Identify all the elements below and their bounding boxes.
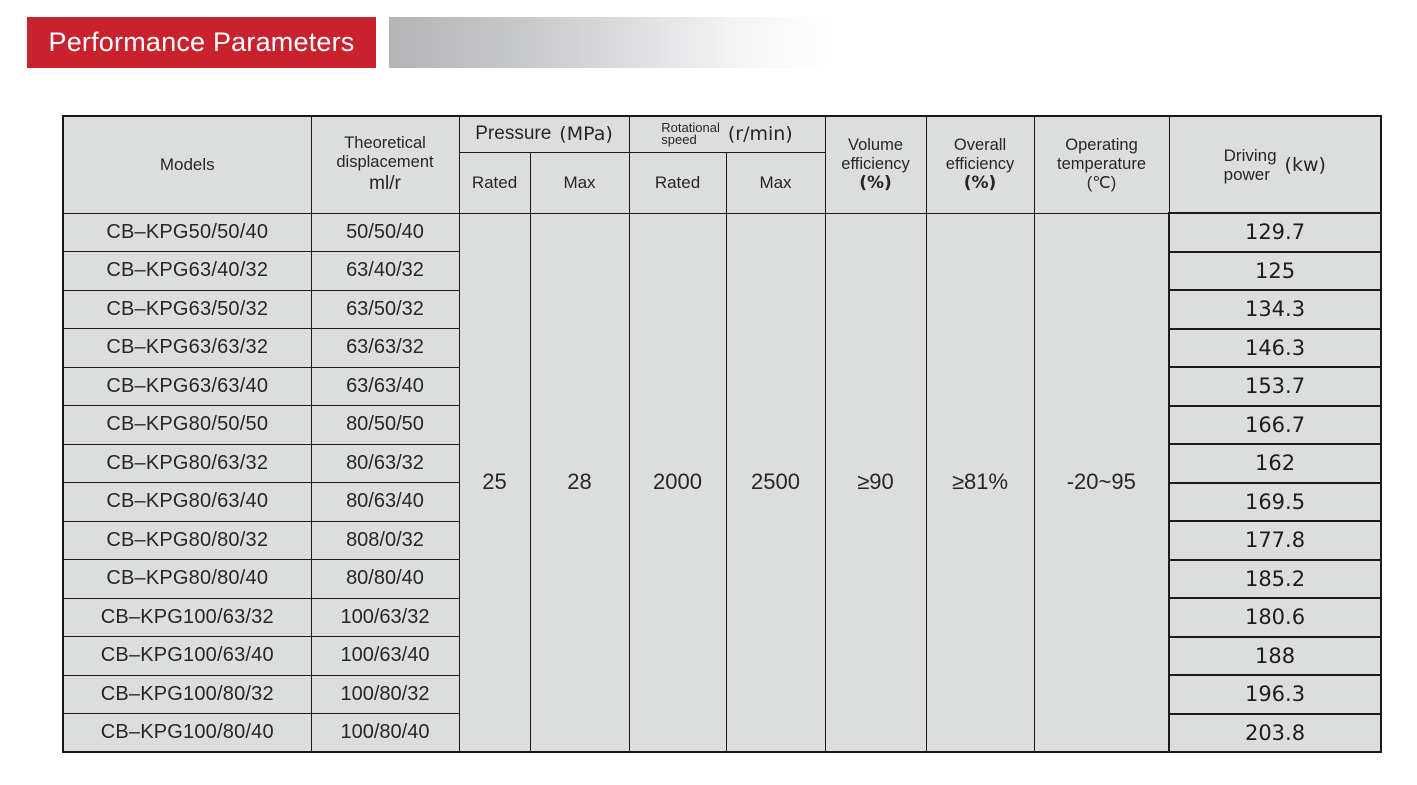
col-header-models: Models: [63, 116, 311, 213]
overall-unit: (%): [963, 173, 997, 194]
pressure-unit: (MPa): [559, 123, 613, 146]
displacement-label-line2: displacement: [336, 152, 434, 171]
displacement-cell: 80/50/50: [311, 406, 459, 445]
driving-power-cell: 129.7: [1169, 213, 1381, 252]
overall-label-line1: Overall: [953, 136, 1007, 155]
section-title: Performance Parameters: [48, 27, 355, 57]
displacement-cell: 100/63/32: [311, 598, 459, 637]
displacement-cell: 100/80/32: [311, 675, 459, 714]
subheader-speed-rated: Rated: [629, 152, 726, 213]
col-header-rotational-speed: [629, 116, 825, 152]
driving-power-cell: 185.2: [1169, 560, 1381, 599]
model-cell: CB–KPG63/63/32: [63, 329, 311, 368]
overall-label-line2: efficiency: [945, 155, 1015, 174]
col-header-displacement: [311, 116, 459, 213]
subheader-speed-max: Max: [726, 152, 825, 213]
model-cell: CB–KPG80/80/40: [63, 560, 311, 599]
model-cell: CB–KPG63/50/32: [63, 290, 311, 329]
driving-power-cell: 169.5: [1169, 483, 1381, 522]
driving-power-cell: 134.3: [1169, 290, 1381, 329]
driving-power-cell: 203.8: [1169, 714, 1381, 753]
model-cell: CB–KPG80/80/32: [63, 521, 311, 560]
driving-power-cell: 162: [1169, 444, 1381, 483]
driving-power-cell: 166.7: [1169, 406, 1381, 445]
model-cell: CB–KPG100/80/40: [63, 714, 311, 753]
model-cell: CB–KPG100/63/40: [63, 637, 311, 676]
section-title-banner: [27, 17, 376, 68]
col-header-pressure: [459, 116, 629, 152]
driving-power-cell: 196.3: [1169, 675, 1381, 714]
displacement-cell: 63/63/32: [311, 329, 459, 368]
driving-power-cell: 188: [1169, 637, 1381, 676]
subheader-pressure-rated: Rated: [459, 152, 530, 213]
model-cell: CB–KPG80/63/40: [63, 483, 311, 522]
displacement-cell: 80/63/40: [311, 483, 459, 522]
displacement-unit: ml/r: [369, 172, 401, 194]
operating-temperature-value: -20~95: [1034, 213, 1169, 752]
model-cell: CB–KPG100/63/32: [63, 598, 311, 637]
speed-unit: (r/min): [727, 123, 793, 146]
pressure-rated-value: 25: [459, 213, 530, 752]
displacement-cell: 63/40/32: [311, 252, 459, 291]
temp-label-line1: Operating: [1065, 136, 1138, 155]
col-header-volume-efficiency: [825, 116, 926, 213]
model-cell: CB–KPG80/50/50: [63, 406, 311, 445]
volume-unit: (%): [859, 173, 892, 194]
displacement-cell: 63/50/32: [311, 290, 459, 329]
power-label: Driving power: [1223, 145, 1277, 184]
displacement-cell: 100/80/40: [311, 714, 459, 753]
displacement-cell: 80/80/40: [311, 560, 459, 599]
table-row: [63, 213, 1381, 252]
temp-label-line2: temperature: [1057, 155, 1146, 174]
temp-unit: (℃): [1086, 174, 1117, 193]
displacement-cell: 80/63/32: [311, 444, 459, 483]
overall-efficiency-value: ≥81%: [926, 213, 1034, 752]
header-row-top: [63, 116, 1381, 152]
performance-parameters-table: [62, 115, 1382, 753]
col-header-operating-temperature: [1034, 116, 1169, 213]
displacement-label-line1: Theoretical: [344, 133, 426, 152]
speed-rated-value: 2000: [629, 213, 726, 752]
driving-power-cell: 180.6: [1169, 598, 1381, 637]
volume-label-line2: efficiency: [841, 155, 910, 174]
driving-power-cell: 146.3: [1169, 329, 1381, 368]
volume-label-line1: Volume: [847, 136, 904, 155]
model-cell: CB–KPG63/63/40: [63, 367, 311, 406]
power-unit: (kw): [1284, 153, 1326, 176]
pressure-label: Pressure: [475, 123, 552, 145]
volume-efficiency-value: ≥90: [825, 213, 926, 752]
displacement-cell: 808/0/32: [311, 521, 459, 560]
displacement-cell: 100/63/40: [311, 637, 459, 676]
pressure-max-value: 28: [530, 213, 629, 752]
col-header-overall-efficiency: [926, 116, 1034, 213]
col-header-driving-power: [1169, 116, 1381, 213]
driving-power-cell: 177.8: [1169, 521, 1381, 560]
speed-max-value: 2500: [726, 213, 825, 752]
driving-power-cell: 125: [1169, 252, 1381, 291]
model-cell: CB–KPG100/80/32: [63, 675, 311, 714]
displacement-cell: 50/50/40: [311, 213, 459, 252]
speed-label: Rotational speed: [661, 120, 720, 148]
model-cell: CB–KPG63/40/32: [63, 252, 311, 291]
subheader-pressure-max: Max: [530, 152, 629, 213]
model-cell: CB–KPG50/50/40: [63, 213, 311, 252]
banner-gradient-bar: [389, 17, 831, 68]
model-cell: CB–KPG80/63/32: [63, 444, 311, 483]
driving-power-cell: 153.7: [1169, 367, 1381, 406]
displacement-cell: 63/63/40: [311, 367, 459, 406]
